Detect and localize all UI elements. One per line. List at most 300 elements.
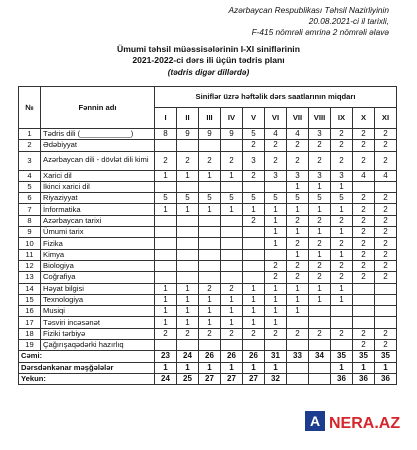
total-cell: 1 xyxy=(243,362,265,373)
table-row xyxy=(19,129,397,140)
hours-cell xyxy=(155,227,177,238)
hours-cell: 1 xyxy=(199,294,221,305)
row-number: 1 xyxy=(19,129,41,140)
hours-cell: 1 xyxy=(331,294,353,305)
row-number: 11 xyxy=(19,249,41,260)
hours-cell: 2 xyxy=(309,238,331,249)
hours-cell: 9 xyxy=(177,129,199,140)
hours-cell: 5 xyxy=(287,193,309,204)
hours-cell xyxy=(199,227,221,238)
hours-cell: 5 xyxy=(331,193,353,204)
table-row xyxy=(19,249,397,260)
total-cell: 34 xyxy=(309,351,331,362)
hours-cell: 1 xyxy=(243,306,265,317)
hours-cell: 1 xyxy=(331,283,353,294)
hours-cell: 2 xyxy=(287,260,309,271)
hours-cell xyxy=(155,238,177,249)
hours-cell: 1 xyxy=(221,170,243,181)
hours-cell: 1 xyxy=(309,283,331,294)
total-cell: 26 xyxy=(199,351,221,362)
row-number: 18 xyxy=(19,328,41,339)
total-cell: 1 xyxy=(331,362,353,373)
grade-header: III xyxy=(199,108,221,129)
hours-cell: 5 xyxy=(177,193,199,204)
hours-cell: 5 xyxy=(221,193,243,204)
hours-cell xyxy=(243,272,265,283)
table-row xyxy=(19,170,397,181)
hours-cell: 5 xyxy=(309,193,331,204)
hours-cell xyxy=(265,340,287,351)
hours-cell: 1 xyxy=(155,204,177,215)
hours-cell: 1 xyxy=(309,204,331,215)
total-cell: 35 xyxy=(331,351,353,362)
hours-cell xyxy=(375,306,397,317)
row-number: 17 xyxy=(19,317,41,328)
hours-cell xyxy=(353,181,375,192)
hours-cell xyxy=(331,306,353,317)
subject-name: Həyat bilgisi xyxy=(41,283,155,294)
hours-cell: 2 xyxy=(353,193,375,204)
table-row xyxy=(19,306,397,317)
hours-cell: 2 xyxy=(309,260,331,271)
grade-header: I xyxy=(155,108,177,129)
hours-cell xyxy=(309,317,331,328)
hours-cell: 1 xyxy=(221,317,243,328)
hours-cell: 1 xyxy=(155,294,177,305)
hours-cell: 2 xyxy=(199,328,221,339)
hours-cell: 2 xyxy=(221,151,243,170)
hours-cell: 1 xyxy=(155,170,177,181)
hours-cell: 1 xyxy=(243,294,265,305)
hours-cell: 2 xyxy=(353,260,375,271)
row-number: 7 xyxy=(19,204,41,215)
hours-cell xyxy=(177,340,199,351)
hours-cell xyxy=(221,215,243,226)
hours-cell: 4 xyxy=(287,129,309,140)
hours-cell xyxy=(221,340,243,351)
hours-cell xyxy=(221,238,243,249)
hours-cell: 2 xyxy=(353,151,375,170)
hours-cell xyxy=(243,238,265,249)
hours-cell xyxy=(265,249,287,260)
row-number: 12 xyxy=(19,260,41,271)
hours-cell: 1 xyxy=(265,238,287,249)
hours-cell xyxy=(177,140,199,151)
hours-cell: 1 xyxy=(265,294,287,305)
hours-cell: 1 xyxy=(287,249,309,260)
hours-cell xyxy=(155,215,177,226)
hours-cell xyxy=(177,238,199,249)
subject-name: İkinci xarici dil xyxy=(41,181,155,192)
hours-cell xyxy=(353,294,375,305)
hours-cell xyxy=(287,340,309,351)
table-row xyxy=(19,238,397,249)
hours-cell: 1 xyxy=(199,170,221,181)
total-cell: 33 xyxy=(287,351,309,362)
hours-cell: 2 xyxy=(265,140,287,151)
row-number: 6 xyxy=(19,193,41,204)
hours-cell: 2 xyxy=(287,215,309,226)
row-number: 19 xyxy=(19,340,41,351)
hours-cell: 4 xyxy=(353,170,375,181)
hours-cell: 1 xyxy=(309,249,331,260)
hours-cell xyxy=(155,249,177,260)
table-row xyxy=(19,260,397,271)
total-cell: 27 xyxy=(243,373,265,384)
hours-cell: 2 xyxy=(309,272,331,283)
total-cell xyxy=(287,362,309,373)
hours-cell: 2 xyxy=(155,328,177,339)
order-line-3: F-415 nömrəli əmrinə 2 nömrəli əlavə xyxy=(251,27,389,37)
total-cell: 1 xyxy=(375,362,397,373)
hours-cell: 1 xyxy=(177,204,199,215)
total-cell: 1 xyxy=(265,362,287,373)
hours-cell: 1 xyxy=(221,204,243,215)
hours-cell: 5 xyxy=(243,193,265,204)
hours-cell: 2 xyxy=(375,193,397,204)
hours-cell xyxy=(155,181,177,192)
curriculum-table xyxy=(18,86,397,385)
subject-name: Tədris dili (____________) xyxy=(41,129,155,140)
hours-cell: 1 xyxy=(177,317,199,328)
hours-cell: 1 xyxy=(199,204,221,215)
hours-cell: 5 xyxy=(265,193,287,204)
hours-cell: 1 xyxy=(265,204,287,215)
hours-cell: 1 xyxy=(199,317,221,328)
hours-cell: 1 xyxy=(155,283,177,294)
hours-cell: 1 xyxy=(309,294,331,305)
total-cell xyxy=(287,373,309,384)
hours-cell: 2 xyxy=(287,140,309,151)
hours-cell: 2 xyxy=(221,283,243,294)
hours-cell xyxy=(309,306,331,317)
hours-cell xyxy=(331,340,353,351)
hours-cell: 2 xyxy=(265,151,287,170)
hours-cell xyxy=(353,317,375,328)
hours-cell xyxy=(177,272,199,283)
hours-cell: 2 xyxy=(375,151,397,170)
total-cell: 1 xyxy=(221,362,243,373)
total-cell: 1 xyxy=(353,362,375,373)
hours-cell xyxy=(199,272,221,283)
hours-cell: 1 xyxy=(265,283,287,294)
hours-cell: 3 xyxy=(309,129,331,140)
table-row xyxy=(19,340,397,351)
total-row xyxy=(19,351,397,362)
hours-cell: 2 xyxy=(375,129,397,140)
plan-title-2: 2021-2022-ci dərs ili üçün tədris planı xyxy=(132,55,285,65)
hours-cell xyxy=(221,181,243,192)
hours-cell: 3 xyxy=(309,170,331,181)
total-cell: 1 xyxy=(199,362,221,373)
hours-cell xyxy=(199,215,221,226)
table-row xyxy=(19,140,397,151)
hours-cell xyxy=(177,215,199,226)
hours-cell: 2 xyxy=(331,328,353,339)
row-number: 14 xyxy=(19,283,41,294)
hours-cell: 2 xyxy=(353,204,375,215)
hours-cell: 2 xyxy=(155,151,177,170)
total-cell: 36 xyxy=(331,373,353,384)
hours-cell: 2 xyxy=(353,129,375,140)
watermark-badge-letter: A xyxy=(309,413,321,429)
hours-cell: 2 xyxy=(331,151,353,170)
hours-cell: 9 xyxy=(221,129,243,140)
hours-cell xyxy=(375,317,397,328)
total-cell: 31 xyxy=(265,351,287,362)
hours-cell: 2 xyxy=(287,328,309,339)
hours-cell xyxy=(155,140,177,151)
header-num: № xyxy=(19,87,41,129)
table-row xyxy=(19,215,397,226)
hours-cell xyxy=(243,249,265,260)
total-label: Dərsdənkənar məşğələlər xyxy=(19,362,155,373)
total-cell: 26 xyxy=(221,351,243,362)
grade-header: X xyxy=(353,108,375,129)
total-cell: 32 xyxy=(265,373,287,384)
grade-header: VIII xyxy=(309,108,331,129)
row-number: 8 xyxy=(19,215,41,226)
subject-name: Kimya xyxy=(41,249,155,260)
hours-cell xyxy=(155,272,177,283)
header-subject: Fənnin adı xyxy=(41,87,155,129)
hours-cell: 2 xyxy=(199,151,221,170)
hours-cell: 3 xyxy=(243,151,265,170)
table-row xyxy=(19,317,397,328)
hours-cell: 1 xyxy=(331,249,353,260)
subject-name: Xarici dil xyxy=(41,170,155,181)
hours-cell: 1 xyxy=(155,317,177,328)
hours-cell xyxy=(221,227,243,238)
hours-cell: 2 xyxy=(375,272,397,283)
subject-name: Musiqi xyxy=(41,306,155,317)
hours-cell: 1 xyxy=(287,181,309,192)
hours-cell: 1 xyxy=(243,283,265,294)
subject-name: Fizika xyxy=(41,238,155,249)
row-number: 10 xyxy=(19,238,41,249)
total-row xyxy=(19,362,397,373)
subject-name: Çağırışaqədərki hazırlıq xyxy=(41,340,155,351)
anera-watermark-logo xyxy=(305,408,405,436)
row-number: 5 xyxy=(19,181,41,192)
hours-cell: 1 xyxy=(155,306,177,317)
subject-name: Coğrafiya xyxy=(41,272,155,283)
hours-cell: 1 xyxy=(199,306,221,317)
hours-cell: 1 xyxy=(177,170,199,181)
hours-cell: 2 xyxy=(265,260,287,271)
total-cell: 27 xyxy=(221,373,243,384)
hours-cell xyxy=(199,260,221,271)
total-cell: 1 xyxy=(155,362,177,373)
total-cell: 24 xyxy=(177,351,199,362)
hours-cell: 1 xyxy=(287,294,309,305)
hours-cell: 1 xyxy=(287,204,309,215)
grade-header: IX xyxy=(331,108,353,129)
hours-cell: 2 xyxy=(243,170,265,181)
hours-cell: 2 xyxy=(287,238,309,249)
hours-cell: 1 xyxy=(309,227,331,238)
hours-cell: 2 xyxy=(331,260,353,271)
hours-cell xyxy=(243,340,265,351)
order-line-2: 20.08.2021-ci il tarixli, xyxy=(308,16,389,26)
table-row xyxy=(19,294,397,305)
subject-name: Azərbaycan dili - dövlət dili kimi xyxy=(41,151,155,170)
total-row xyxy=(19,373,397,384)
hours-cell: 2 xyxy=(353,340,375,351)
hours-cell: 5 xyxy=(155,193,177,204)
table-row xyxy=(19,272,397,283)
total-cell: 27 xyxy=(199,373,221,384)
hours-cell xyxy=(221,272,243,283)
hours-cell xyxy=(199,140,221,151)
grade-header: VI xyxy=(265,108,287,129)
subject-name: Təsviri incəsənət xyxy=(41,317,155,328)
hours-cell xyxy=(353,283,375,294)
hours-cell xyxy=(331,317,353,328)
hours-cell xyxy=(221,260,243,271)
total-cell xyxy=(309,373,331,384)
hours-cell: 4 xyxy=(375,170,397,181)
hours-cell xyxy=(177,227,199,238)
total-cell: 35 xyxy=(353,351,375,362)
row-number: 15 xyxy=(19,294,41,305)
hours-cell: 2 xyxy=(375,260,397,271)
hours-cell: 2 xyxy=(375,340,397,351)
hours-cell: 2 xyxy=(243,215,265,226)
total-cell: 36 xyxy=(375,373,397,384)
hours-cell: 2 xyxy=(177,328,199,339)
hours-cell: 2 xyxy=(375,227,397,238)
hours-cell: 1 xyxy=(243,317,265,328)
total-label: Cəmi: xyxy=(19,351,155,362)
hours-cell: 2 xyxy=(177,151,199,170)
hours-cell xyxy=(221,249,243,260)
hours-cell: 2 xyxy=(199,283,221,294)
subject-name: Ümumi tarix xyxy=(41,227,155,238)
hours-cell xyxy=(375,294,397,305)
grade-header: VII xyxy=(287,108,309,129)
hours-cell: 1 xyxy=(177,306,199,317)
hours-cell: 2 xyxy=(353,328,375,339)
row-number: 4 xyxy=(19,170,41,181)
hours-cell xyxy=(353,306,375,317)
hours-cell: 2 xyxy=(287,151,309,170)
hours-cell: 2 xyxy=(353,272,375,283)
subject-name: Azərbaycan tarixi xyxy=(41,215,155,226)
plan-note: (tədris digər dillərdə) xyxy=(167,68,250,77)
hours-cell: 3 xyxy=(287,170,309,181)
hours-cell: 2 xyxy=(331,140,353,151)
hours-cell: 2 xyxy=(353,140,375,151)
hours-cell: 1 xyxy=(265,227,287,238)
subject-name: Biologiya xyxy=(41,260,155,271)
hours-cell xyxy=(199,249,221,260)
hours-cell: 1 xyxy=(331,204,353,215)
hours-cell xyxy=(155,340,177,351)
hours-cell xyxy=(309,340,331,351)
hours-cell: 1 xyxy=(265,215,287,226)
hours-cell: 9 xyxy=(199,129,221,140)
table-row xyxy=(19,204,397,215)
hours-cell: 1 xyxy=(177,283,199,294)
row-number: 3 xyxy=(19,151,41,170)
hours-cell: 1 xyxy=(177,294,199,305)
subject-name: Riyaziyyat xyxy=(41,193,155,204)
hours-cell: 2 xyxy=(331,272,353,283)
hours-cell: 1 xyxy=(265,306,287,317)
hours-cell: 5 xyxy=(243,129,265,140)
total-label: Yekun: xyxy=(19,373,155,384)
hours-cell: 2 xyxy=(375,238,397,249)
hours-cell xyxy=(177,181,199,192)
hours-cell: 5 xyxy=(199,193,221,204)
hours-cell: 4 xyxy=(265,129,287,140)
row-number: 16 xyxy=(19,306,41,317)
order-line-1: Azərbaycan Respublikası Təhsil Nazirliyinin xyxy=(228,5,389,15)
hours-cell xyxy=(199,238,221,249)
subject-name: İnformatika xyxy=(41,204,155,215)
table-row xyxy=(19,193,397,204)
grade-header: XI xyxy=(375,108,397,129)
hours-cell xyxy=(221,140,243,151)
hours-cell: 2 xyxy=(309,328,331,339)
hours-cell xyxy=(243,181,265,192)
table-row xyxy=(19,283,397,294)
hours-cell: 1 xyxy=(243,204,265,215)
total-cell: 25 xyxy=(177,373,199,384)
total-cell xyxy=(309,362,331,373)
plan-title-1: Ümumi təhsil müəssisələrinin I-XI siniflərinin xyxy=(117,44,300,54)
subject-name: Texnologiya xyxy=(41,294,155,305)
grade-header: V xyxy=(243,108,265,129)
hours-cell xyxy=(375,283,397,294)
total-cell: 35 xyxy=(375,351,397,362)
total-cell: 26 xyxy=(243,351,265,362)
total-cell: 36 xyxy=(353,373,375,384)
subject-name: Fiziki tərbiyə xyxy=(41,328,155,339)
hours-cell xyxy=(265,181,287,192)
hours-cell: 2 xyxy=(309,151,331,170)
hours-cell: 1 xyxy=(287,306,309,317)
hours-cell xyxy=(287,317,309,328)
hours-cell xyxy=(243,227,265,238)
hours-cell: 1 xyxy=(265,317,287,328)
hours-cell: 1 xyxy=(309,181,331,192)
watermark-text: NERA.AZ xyxy=(329,415,401,432)
row-number: 2 xyxy=(19,140,41,151)
table-row xyxy=(19,227,397,238)
hours-cell: 1 xyxy=(221,294,243,305)
row-number: 13 xyxy=(19,272,41,283)
hours-cell: 1 xyxy=(331,227,353,238)
hours-cell: 2 xyxy=(375,215,397,226)
hours-cell: 2 xyxy=(353,215,375,226)
hours-cell: 1 xyxy=(287,227,309,238)
table-row xyxy=(19,151,397,170)
hours-cell: 2 xyxy=(265,272,287,283)
hours-cell: 2 xyxy=(375,249,397,260)
hours-cell: 2 xyxy=(243,140,265,151)
total-cell: 23 xyxy=(155,351,177,362)
hours-cell: 2 xyxy=(331,238,353,249)
row-number: 9 xyxy=(19,227,41,238)
grade-header: IV xyxy=(221,108,243,129)
hours-cell: 2 xyxy=(265,328,287,339)
table-row xyxy=(19,328,397,339)
hours-cell: 1 xyxy=(221,306,243,317)
hours-cell: 2 xyxy=(353,227,375,238)
hours-cell xyxy=(243,260,265,271)
